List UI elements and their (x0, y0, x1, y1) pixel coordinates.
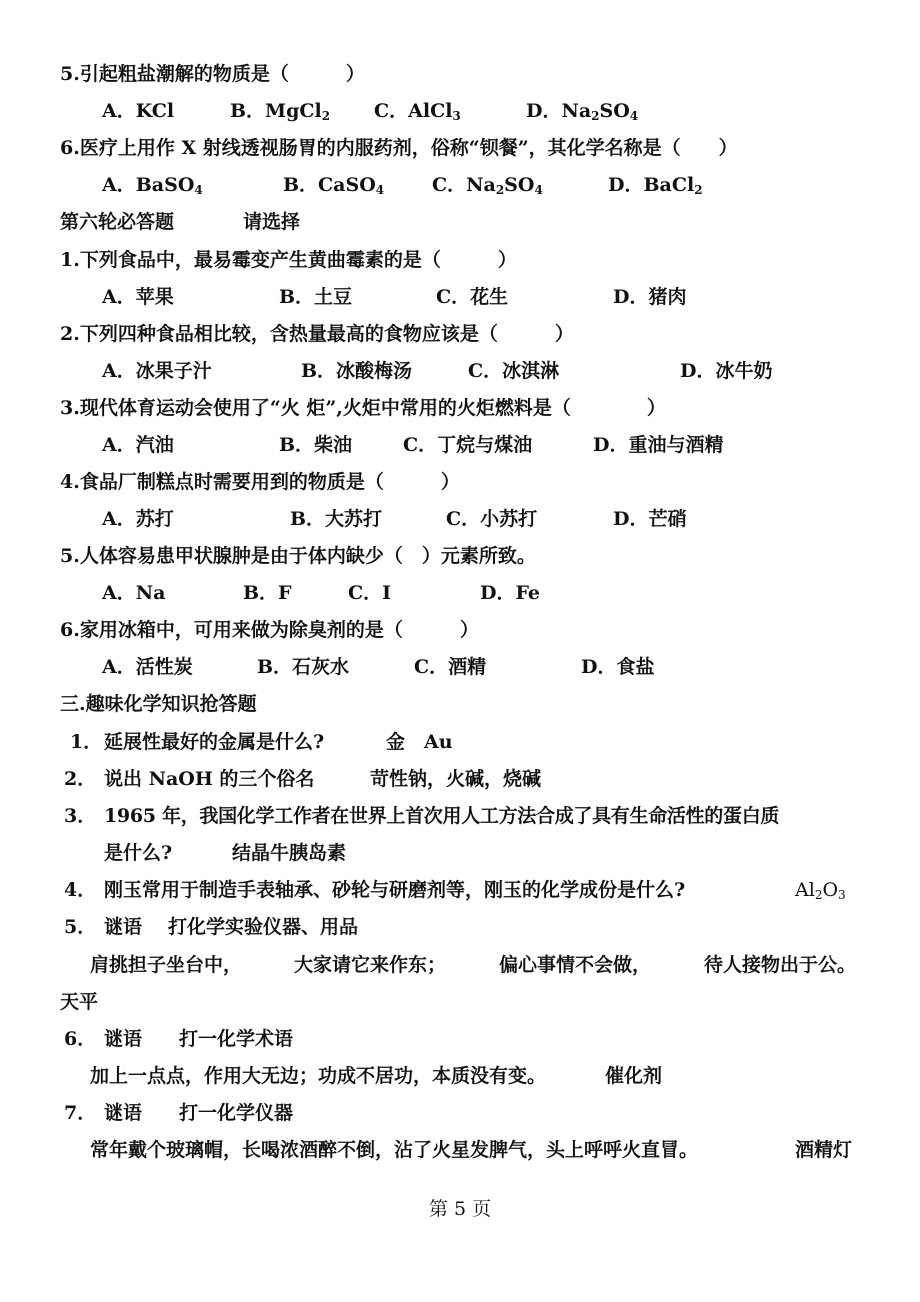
fun-question-5-number: 5． (64, 916, 97, 938)
round-6-question-4-stem: 4.食品厂制糕点时需要用到的物质是（ ） (60, 471, 460, 493)
fun-question-5-riddle-line-1: 肩挑担子坐台中， (90, 954, 243, 976)
round-6-question-1-option-d: D．猪肉 (613, 286, 687, 308)
fun-question-6-topic: 打一化学术语 (179, 1028, 294, 1050)
fun-question-5-riddle-line-3: 偏心事情不会做， (499, 954, 652, 976)
round-6-question-3-option-a: A．汽油 (102, 434, 174, 456)
round-6-question-2-stem: 2.下列四种食品相比较，含热量最高的食物应该是（ ） (60, 323, 574, 345)
fun-question-7-topic: 打一化学仪器 (179, 1102, 294, 1124)
question-6-option-d: D．BaCl$_2$ (608, 174, 703, 197)
fun-question-7-answer: 酒精灯 (795, 1139, 853, 1161)
round-6-question-4-option-c: C．小苏打 (446, 508, 538, 530)
fun-question-6-number: 6． (64, 1028, 97, 1050)
round-6-question-5-option-a: A．Na (102, 582, 166, 604)
round-6-question-6-option-c: C．酒精 (414, 656, 487, 678)
page-number: 第 5 页 (428, 1198, 492, 1220)
round-6-question-3-option-d: D．重油与酒精 (593, 434, 724, 456)
round-6-question-5-option-c: C．I (348, 582, 392, 604)
fun-question-4-text: 刚玉常用于制造手表轴承、砂轮与研磨剂等，刚玉的化学成份是什么? (104, 879, 686, 901)
round-6-question-4-option-b: B．大苏打 (290, 508, 383, 530)
fun-question-6-answer: 催化剂 (605, 1065, 663, 1087)
round-6-title: 第六轮必答题 (60, 211, 175, 233)
round-6-question-2-option-c: C．冰淇淋 (468, 360, 560, 382)
fun-question-1-number: 1． (70, 731, 103, 753)
fun-question-5-label: 谜语 (104, 916, 143, 938)
round-6-instruction: 请选择 (243, 211, 301, 233)
fun-question-5-riddle-line-2: 大家请它来作东； (294, 954, 447, 976)
fun-question-4-answer: $Al_2O_3$ (795, 879, 846, 902)
round-6-question-6-option-a: A．活性炭 (102, 656, 193, 678)
round-6-question-3-stem: 3.现代体育运动会使用了“火 炬”,火炬中常用的火炬燃料是（ ） (60, 397, 666, 419)
round-6-question-6-option-d: D．食盐 (581, 656, 655, 678)
round-6-question-2-option-b: B．冰酸梅汤 (301, 360, 413, 382)
round-6-question-5-stem: 5.人体容易患甲状腺肿是由于体内缺少（ ）元素所致。 (60, 545, 536, 567)
question-5-stem: 5.引起粗盐潮解的物质是（ ） (60, 63, 365, 85)
fun-question-5-answer: 天平 (60, 991, 99, 1013)
fun-question-3-text: 1965 年，我国化学工作者在世界上首次用人工方法合成了具有生命活性的蛋白质 (104, 805, 780, 827)
question-5-option-a: A．KCl (102, 100, 175, 122)
fun-question-3-continued: 是什么? (104, 842, 173, 864)
round-6-question-1-option-c: C．花生 (436, 286, 509, 308)
fun-question-7-number: 7． (64, 1102, 97, 1124)
fun-question-4-number: 4． (64, 879, 97, 901)
question-6-option-b: B．CaSO$_4$ (283, 174, 385, 197)
round-6-question-1-option-a: A．苹果 (102, 286, 174, 308)
question-6-option-a: A．BaSO$_4$ (102, 174, 203, 197)
fun-question-7-riddle: 常年戴个玻璃帽，长喝浓酒醉不倒，沾了火星发脾气，头上呼呼火直冒。 (90, 1139, 699, 1161)
section-3-title: 三.趣味化学知识抢答题 (60, 693, 257, 715)
round-6-question-5-option-b: B．F (243, 582, 292, 604)
fun-question-2-answer: 苛性钠，火碱，烧碱 (370, 768, 542, 790)
question-5-option-c: C．AlCl$_3$ (374, 100, 461, 123)
round-6-question-6-option-b: B．石灰水 (257, 656, 350, 678)
fun-question-6-riddle: 加上一点点，作用大无边；功成不居功，本质没有变。 (90, 1065, 547, 1087)
round-6-question-3-option-b: B．柴油 (279, 434, 353, 456)
fun-question-5-topic: 打化学实验仪器、用品 (168, 916, 359, 938)
question-5-option-b: B．MgCl$_2$ (230, 100, 331, 123)
fun-question-5-riddle-line-4: 待人接物出于公。 (704, 954, 857, 976)
round-6-question-4-option-d: D．芒硝 (613, 508, 687, 530)
round-6-question-3-option-c: C．丁烷与煤油 (403, 434, 533, 456)
fun-question-1-answer: 金 Au (386, 731, 453, 753)
round-6-question-4-option-a: A．苏打 (102, 508, 174, 530)
round-6-question-2-option-d: D．冰牛奶 (680, 360, 773, 382)
round-6-question-5-option-d: D．Fe (480, 582, 541, 604)
fun-question-2-number: 2． (64, 768, 97, 790)
fun-question-2-text: 说出 NaOH 的三个俗名 (104, 768, 315, 790)
fun-question-3-number: 3． (64, 805, 97, 827)
fun-question-3-answer: 结晶牛胰岛素 (232, 842, 347, 864)
fun-question-7-label: 谜语 (104, 1102, 143, 1124)
round-6-question-6-stem: 6.家用冰箱中，可用来做为除臭剂的是（ ） (60, 619, 479, 641)
round-6-question-1-option-b: B．土豆 (279, 286, 353, 308)
round-6-question-2-option-a: A．冰果子汁 (102, 360, 212, 382)
fun-question-6-label: 谜语 (104, 1028, 143, 1050)
question-6-option-c: C．$Na_2SO_4$ (432, 174, 543, 197)
question-6-stem: 6.医疗上用作 X 射线透视肠胃的内服药剂，俗称“钡餐”，其化学名称是（ ） (60, 137, 738, 159)
fun-question-1-text: 延展性最好的金属是什么? (104, 731, 325, 753)
question-5-option-d: D．$Na_2SO_4$ (526, 100, 639, 123)
round-6-question-1-stem: 1.下列食品中，最易霉变产生黄曲霉素的是（ ） (60, 249, 517, 271)
